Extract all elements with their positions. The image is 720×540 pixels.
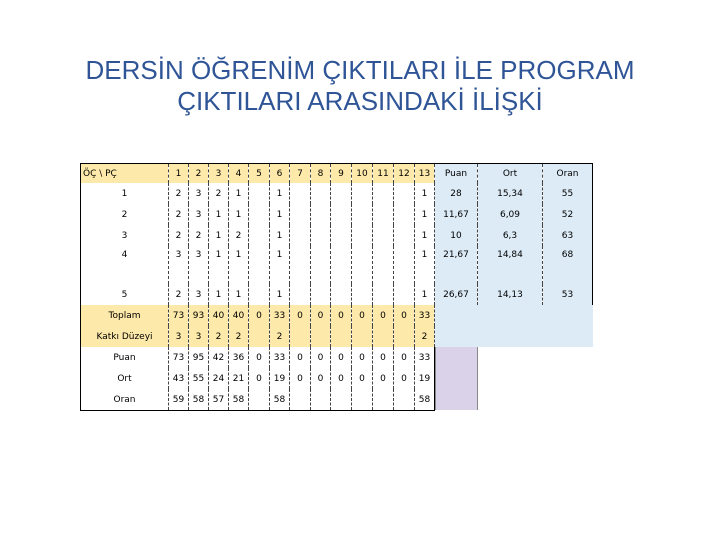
summary-cell: 36 — [229, 347, 249, 368]
header-row — [81, 164, 593, 184]
table-cell — [352, 225, 373, 246]
table-cell: 28 — [435, 183, 478, 204]
header-cell: 11 — [373, 164, 394, 184]
table-cell — [373, 284, 394, 305]
summary-cell: 43 — [169, 368, 189, 389]
summary-label-cell: Toplam — [81, 305, 169, 326]
table-cell — [311, 225, 331, 246]
summary-cell: 73 — [169, 305, 189, 326]
table-row — [81, 246, 593, 284]
header-cell: 12 — [394, 164, 415, 184]
table-cell: 14,13 — [478, 284, 543, 305]
table-cell — [394, 225, 415, 246]
slide-title-line-1: DERSİN ÖĞRENİM ÇIKTILARI İLE PROGRAM — [85, 55, 635, 85]
table-cell: 1 — [270, 183, 290, 204]
table-cell — [290, 246, 311, 284]
summary-cell: 33 — [270, 347, 290, 368]
table-cell: 1 — [209, 225, 229, 246]
outcomes-matrix-table — [80, 163, 593, 411]
row-label-cell: 1 — [81, 183, 169, 204]
table-cell — [249, 246, 270, 284]
table-row — [81, 225, 593, 246]
table-cell — [373, 183, 394, 204]
summary-cell: 0 — [394, 305, 415, 326]
table-cell: 14,84 — [478, 246, 543, 284]
summary-cell: 0 — [331, 368, 352, 389]
table-cell: 3 — [169, 246, 189, 284]
table-cell: 63 — [543, 225, 593, 246]
slide-title-line-2: ÇIKTILARI ARASINDAKİ İLİŞKİ — [177, 86, 543, 116]
summary-cell: 2 — [209, 326, 229, 347]
table-cell: 1 — [415, 204, 435, 225]
table-cell — [373, 204, 394, 225]
summary-cell — [311, 326, 331, 347]
table-cell: 6,3 — [478, 225, 543, 246]
summary-cell: 33 — [270, 305, 290, 326]
summary-cell: 0 — [373, 347, 394, 368]
summary-cell: 33 — [415, 347, 435, 368]
summary-cell: 0 — [249, 368, 270, 389]
summary-cell: 58 — [189, 389, 209, 411]
table-cell: 1 — [209, 246, 229, 284]
summary-cell — [290, 389, 311, 411]
table-cell — [394, 284, 415, 305]
side-band-cell — [435, 389, 593, 411]
summary-label-cell: Oran — [81, 389, 169, 411]
table-row — [81, 204, 593, 225]
table-cell: 52 — [543, 204, 593, 225]
table-cell — [352, 246, 373, 284]
summary-cell — [394, 326, 415, 347]
row-label-cell: 2 — [81, 204, 169, 225]
table-cell: 1 — [415, 284, 435, 305]
lavender-band — [435, 347, 478, 368]
table-cell — [290, 204, 311, 225]
summary-cell: 58 — [229, 389, 249, 411]
table-cell: 3 — [189, 284, 209, 305]
table-cell: 1 — [415, 225, 435, 246]
summary-cell — [290, 326, 311, 347]
table-cell: 1 — [209, 284, 229, 305]
header-cell: Ort — [478, 164, 543, 184]
table-cell: 1 — [415, 246, 435, 284]
summary-cell — [373, 326, 394, 347]
table-cell: 2 — [169, 204, 189, 225]
table-cell — [249, 284, 270, 305]
summary-cell: 0 — [290, 305, 311, 326]
slide-title — [0, 55, 720, 117]
table-row — [81, 284, 593, 305]
summary-cell: 93 — [189, 305, 209, 326]
table-cell: 1 — [270, 204, 290, 225]
table-cell — [394, 183, 415, 204]
summary-cell: 0 — [373, 368, 394, 389]
summary-cell — [352, 389, 373, 411]
summary-cell: 2 — [229, 326, 249, 347]
table-cell: 10 — [435, 225, 478, 246]
table-cell — [331, 246, 352, 284]
header-corner-cell: ÖÇ \ PÇ — [81, 164, 169, 184]
side-band-cell — [435, 305, 593, 326]
table-cell: 2 — [169, 183, 189, 204]
table-cell: 1 — [270, 246, 290, 284]
header-cell: 6 — [270, 164, 290, 184]
row-label-cell: 3 — [81, 225, 169, 246]
table-cell — [331, 204, 352, 225]
table-cell — [331, 225, 352, 246]
summary-row — [81, 305, 593, 326]
summary-cell: 19 — [270, 368, 290, 389]
summary-cell: 0 — [352, 368, 373, 389]
table-cell — [352, 284, 373, 305]
summary-cell: 55 — [189, 368, 209, 389]
summary-cell — [352, 326, 373, 347]
summary-row — [81, 368, 593, 389]
header-cell: Oran — [543, 164, 593, 184]
table-cell — [331, 284, 352, 305]
table-cell: 1 — [229, 204, 249, 225]
summary-cell: 0 — [394, 368, 415, 389]
summary-cell: 33 — [415, 305, 435, 326]
header-cell: 7 — [290, 164, 311, 184]
summary-cell: 40 — [209, 305, 229, 326]
summary-cell: 2 — [415, 326, 435, 347]
table-cell: 3 — [189, 183, 209, 204]
summary-cell: 0 — [311, 368, 331, 389]
row-label-cell: 4 — [81, 246, 169, 284]
table-cell: 1 — [229, 246, 249, 284]
summary-label-cell: Katkı Düzeyi — [81, 326, 169, 347]
header-cell: 13 — [415, 164, 435, 184]
table-cell — [290, 225, 311, 246]
table-cell: 2 — [189, 225, 209, 246]
summary-cell: 0 — [311, 305, 331, 326]
summary-row — [81, 347, 593, 368]
table-cell: 26,67 — [435, 284, 478, 305]
table-cell: 11,67 — [435, 204, 478, 225]
summary-cell: 0 — [331, 305, 352, 326]
table-cell — [394, 204, 415, 225]
table-cell — [352, 204, 373, 225]
summary-cell: 24 — [209, 368, 229, 389]
summary-cell — [331, 326, 352, 347]
summary-cell: 0 — [352, 305, 373, 326]
table-cell — [311, 246, 331, 284]
table-cell — [352, 183, 373, 204]
side-band-cell — [435, 326, 593, 347]
table-cell — [373, 246, 394, 284]
summary-cell: 3 — [189, 326, 209, 347]
table-cell: 1 — [270, 284, 290, 305]
header-cell: 3 — [209, 164, 229, 184]
table-cell: 53 — [543, 284, 593, 305]
table-cell — [373, 225, 394, 246]
summary-label-cell: Ort — [81, 368, 169, 389]
table-cell: 3 — [189, 246, 209, 284]
header-cell: 1 — [169, 164, 189, 184]
table-cell — [249, 225, 270, 246]
table-cell: 2 — [169, 284, 189, 305]
table-cell — [311, 204, 331, 225]
lavender-band — [435, 368, 478, 389]
summary-cell — [249, 389, 270, 411]
table-cell: 21,67 — [435, 246, 478, 284]
summary-label-cell: Puan — [81, 347, 169, 368]
header-cell: 8 — [311, 164, 331, 184]
summary-cell — [373, 389, 394, 411]
table-cell — [290, 183, 311, 204]
summary-cell: 0 — [290, 368, 311, 389]
summary-cell — [331, 389, 352, 411]
summary-cell: 0 — [331, 347, 352, 368]
table-cell: 6,09 — [478, 204, 543, 225]
table-cell: 1 — [229, 284, 249, 305]
summary-row — [81, 326, 593, 347]
table-cell: 2 — [229, 225, 249, 246]
summary-cell: 0 — [352, 347, 373, 368]
table-cell: 2 — [209, 183, 229, 204]
table-cell — [311, 183, 331, 204]
summary-cell — [394, 389, 415, 411]
table-cell — [331, 183, 352, 204]
table-cell: 1 — [415, 183, 435, 204]
table-row — [81, 183, 593, 204]
table-cell — [311, 284, 331, 305]
summary-cell: 3 — [169, 326, 189, 347]
header-cell: Puan — [435, 164, 478, 184]
summary-cell: 0 — [394, 347, 415, 368]
table-cell: 3 — [189, 204, 209, 225]
summary-cell: 95 — [189, 347, 209, 368]
summary-row — [81, 389, 593, 411]
summary-cell: 0 — [373, 305, 394, 326]
summary-cell: 19 — [415, 368, 435, 389]
summary-cell: 0 — [249, 347, 270, 368]
header-cell: 10 — [352, 164, 373, 184]
side-band-cell — [435, 347, 593, 368]
table-cell: 2 — [169, 225, 189, 246]
table-cell — [249, 204, 270, 225]
summary-cell — [249, 326, 270, 347]
summary-cell: 42 — [209, 347, 229, 368]
summary-cell: 58 — [415, 389, 435, 411]
summary-cell: 2 — [270, 326, 290, 347]
table-cell: 15,34 — [478, 183, 543, 204]
table-cell — [249, 183, 270, 204]
summary-cell — [311, 389, 331, 411]
header-cell: 4 — [229, 164, 249, 184]
table-cell — [394, 246, 415, 284]
summary-cell: 59 — [169, 389, 189, 411]
header-cell: 5 — [249, 164, 270, 184]
row-label-cell: 5 — [81, 284, 169, 305]
summary-cell: 73 — [169, 347, 189, 368]
table-cell: 1 — [209, 204, 229, 225]
summary-cell: 57 — [209, 389, 229, 411]
summary-cell: 0 — [249, 305, 270, 326]
table-cell: 1 — [270, 225, 290, 246]
summary-cell: 0 — [290, 347, 311, 368]
table-cell: 68 — [543, 246, 593, 284]
summary-cell: 40 — [229, 305, 249, 326]
header-cell: 9 — [331, 164, 352, 184]
summary-cell: 21 — [229, 368, 249, 389]
table-cell: 1 — [229, 183, 249, 204]
table-cell: 55 — [543, 183, 593, 204]
lavender-band — [435, 389, 478, 410]
summary-cell: 58 — [270, 389, 290, 411]
side-band-cell — [435, 368, 593, 389]
table-cell — [290, 284, 311, 305]
summary-cell: 0 — [311, 347, 331, 368]
header-cell: 2 — [189, 164, 209, 184]
